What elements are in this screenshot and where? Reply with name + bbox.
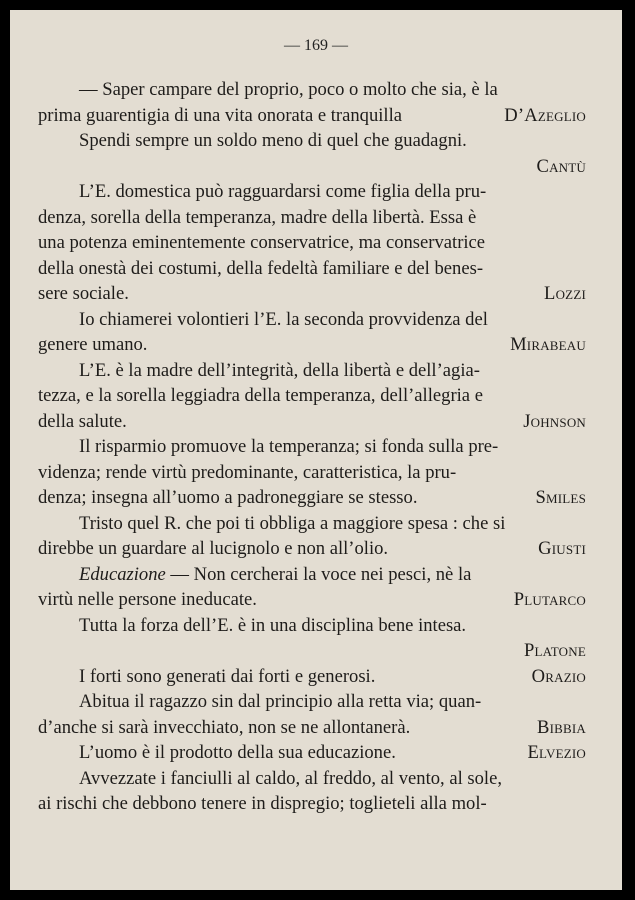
text-line xyxy=(38,103,586,129)
text-line xyxy=(38,179,586,205)
page-number: — 169 — xyxy=(284,37,348,54)
line-text: direbbe un guardare al lucignolo e non all’olio. xyxy=(38,538,389,559)
text-line xyxy=(38,230,586,256)
text-line xyxy=(38,766,586,792)
line-text: videnza; rende virtù predominante, caratteristica, la pru- xyxy=(38,461,457,483)
line-text: L’E. domestica può ragguardarsi come figlia della pru- xyxy=(79,181,487,202)
text-line xyxy=(38,434,586,460)
text-line xyxy=(38,256,586,282)
text-line xyxy=(38,613,586,639)
line-text: ai rischi che debbono tenere in dispregio; toglieteli alla mol- xyxy=(38,793,487,814)
text-line xyxy=(38,358,586,384)
author-name: Johnson xyxy=(523,410,586,432)
author-name: D’Azeglio xyxy=(504,104,586,126)
text-line xyxy=(38,383,586,409)
text-line xyxy=(38,307,586,333)
text-line xyxy=(38,664,586,690)
author-name: Plutarco xyxy=(513,589,586,610)
line-text xyxy=(79,562,471,588)
line-text: L’E. è la madre dell’integrità, della libertà e dell’agia- xyxy=(79,359,480,381)
line-text: sere sociale. xyxy=(38,283,129,304)
line-text: prima guarentigia di una vita onorata e tranquilla xyxy=(38,104,402,126)
text-line xyxy=(38,460,586,486)
text-line xyxy=(38,409,586,435)
text-line xyxy=(38,536,586,562)
line-text: virtù nelle persone ineducate. xyxy=(38,589,257,610)
topic-heading: Educazione xyxy=(79,563,166,585)
text-line xyxy=(38,511,586,537)
author-name: Giusti xyxy=(538,538,586,559)
author-name: Lozzi xyxy=(544,283,586,304)
line-text: Spendi sempre un soldo meno di quel che guadagni. xyxy=(79,130,467,151)
line-text: genere umano. xyxy=(38,334,148,355)
text-line xyxy=(38,715,586,741)
author-name: Mirabeau xyxy=(510,334,586,355)
text-line xyxy=(38,689,586,715)
text-line xyxy=(38,128,586,154)
line-text: Io chiamerei volontieri l’E. la seconda provvidenza del xyxy=(79,308,488,330)
line-text-continued: — Non cercherai la voce nei pesci, nè la xyxy=(165,563,472,585)
line-text: Tutta la forza dell’E. è in una disciplina bene intesa. xyxy=(79,614,467,636)
text-line xyxy=(38,638,586,664)
text-line xyxy=(38,154,586,180)
quotations-text xyxy=(38,77,586,817)
line-text: d’anche si sarà invecchiato, non se ne allontanerà. xyxy=(38,716,411,738)
author-name: Bibbia xyxy=(537,716,586,738)
text-line xyxy=(38,332,586,358)
author-name: Orazio xyxy=(531,665,586,687)
text-line xyxy=(38,740,586,766)
line-text: una potenza eminentemente conservatrice, ma conservatrice xyxy=(38,232,486,253)
text-line xyxy=(38,77,586,103)
text-line xyxy=(38,587,586,613)
line-text: denza, sorella della temperanza, madre della libertà. Essa è xyxy=(38,206,477,228)
line-text: L’uomo è il prodotto della sua educazione. xyxy=(79,742,396,763)
line-text: della onestà dei costumi, della fedeltà familiare e del benes- xyxy=(38,257,484,279)
book-page xyxy=(10,10,622,890)
text-line xyxy=(38,281,586,307)
line-text: Il risparmio promuove la temperanza; si fonda sulla pre- xyxy=(79,436,499,457)
line-text: denza; insegna all’uomo a padroneggiare se stesso. xyxy=(38,487,418,508)
text-line xyxy=(38,205,586,231)
author-name: Cantù xyxy=(536,155,586,177)
line-text: della salute. xyxy=(38,410,127,432)
author-name: Platone xyxy=(523,640,586,661)
line-text: — Saper campare del proprio, poco o molto che sia, è la xyxy=(79,79,498,100)
text-line xyxy=(38,791,586,817)
text-line xyxy=(38,485,586,511)
line-text: Avvezzate i fanciulli al caldo, al freddo, al vento, al sole, xyxy=(79,767,502,789)
line-text: Abitua il ragazzo sin dal principio alla retta via; quan- xyxy=(79,691,482,712)
text-line xyxy=(38,562,586,588)
line-text: I forti sono generati dai forti e generosi. xyxy=(79,665,376,687)
author-name: Elvezio xyxy=(527,742,586,763)
author-name: Smiles xyxy=(535,487,586,508)
line-text: Tristo quel R. che poi ti obbliga a maggiore spesa : che si xyxy=(79,512,506,534)
line-text: tezza, e la sorella leggiadra della temperanza, dell’allegria e xyxy=(38,385,483,406)
